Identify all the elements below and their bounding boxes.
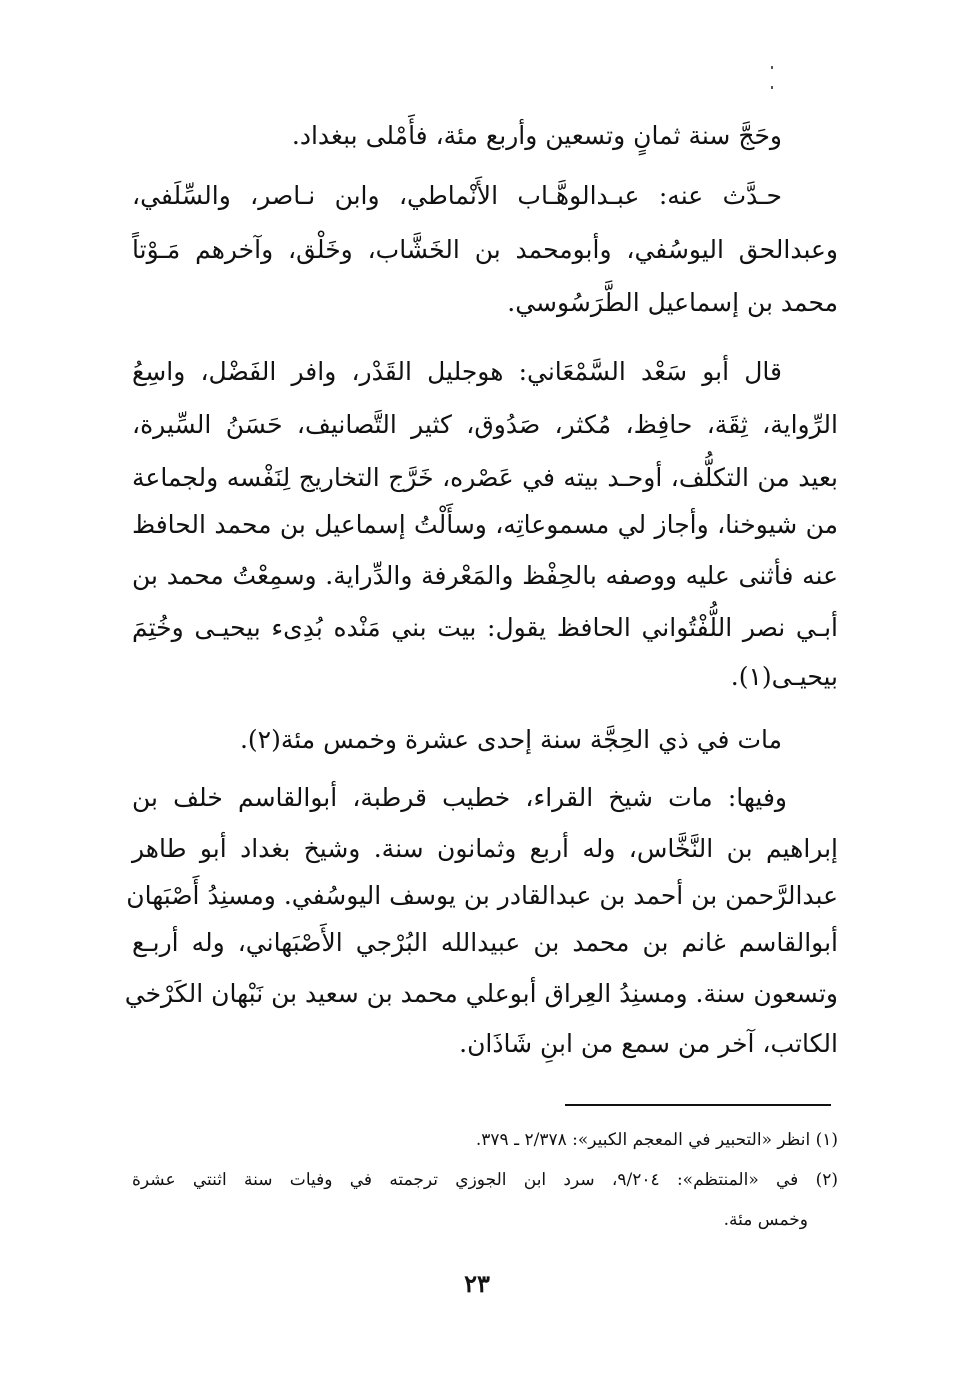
footnote-1: (١) انظر «التحبير في المعجم الكبير»: ٢/٣٧٨ ـ ٣٧٩.	[475, 1130, 838, 1150]
paragraph-3-line-5: عنه فأثنى عليه ووصفه بالحِفْظ والمَعْرفة والدِّراية. وسمِعْتُ محمد بن	[132, 561, 838, 590]
paragraph-3-line-3: بعيد من التكلُّف، أوحـد بيته في عَصْره، خَرَّج التخاريج لِنَفْسه ولجماعة	[132, 463, 838, 492]
paragraph-5-line-3: عبدالرَّحمن بن أحمد بن عبدالقادر بن يوسف اليوسُفي. ومسنِدُ أَصْبَهان	[126, 881, 838, 910]
paragraph-2-line-3: محمد بن إسماعيل الطَّرَسُوسي.	[507, 288, 838, 317]
paragraph-3-line-2: الرِّواية، ثِقَة، حافِظ، مُكثر، صَدُوق، كثير التَّصانيف، حَسَنُ السِّيرة،	[132, 410, 838, 439]
paragraph-5-line-5: وتسعون سنة. ومسنِدُ العِراق أبوعلي محمد بن سعيد بن نَبْهان الكَرْخي	[124, 979, 838, 1008]
paragraph-5-line-2: إبراهيم بن النَّخَّاس، وله أربع وثمانون سنة. وشيخ بغداد أبو طاهر	[132, 834, 838, 863]
scan-speck	[771, 66, 773, 69]
footnote-separator	[565, 1104, 831, 1106]
footnote-2-line-2: وخمس مئة.	[723, 1210, 808, 1230]
paragraph-3-line-7: بيحيـى(١).	[730, 662, 838, 691]
paragraph-2-line-2: وعبدالحق اليوسُفي، وأبومحمد بن الخَشَّاب، وخَلْق، وآخرهم مَـوْتاً	[132, 235, 838, 264]
scan-speck	[771, 86, 773, 89]
paragraph-1-line-1: وحَجَّ سنة ثمانٍ وتسعين وأربع مئة، فأَمْلى ببغداد.	[291, 121, 782, 150]
paragraph-5-line-1: وفيها: مات شيخ القراء، خطيب قرطبة، أبوالقاسم خلف بن	[132, 783, 787, 812]
paragraph-3-line-1: قال أبو سَعْد السَّمْعَاني: هوجليل القَدْر، وافر الفَضْل، واسِعُ	[132, 357, 782, 386]
paragraph-2-line-1: حـدَّث عنه: عبـدالوهَّـاب الأَنْماطي، وابن نـاصر، والسِّلَفي،	[132, 181, 782, 210]
paragraph-4-line-1: مات في ذي الحِجَّة سنة إحدى عشرة وخمس مئة(٢).	[239, 725, 782, 754]
paragraph-3-line-6: أبـي نصر اللُّفْتُواني الحافظ يقول: بيت بني مَنْده بُدِىء بيحيـى وخُتِمَ	[132, 613, 838, 642]
page-number: ٢٣	[464, 1269, 490, 1298]
paragraph-5-line-6: الكاتب، آخر من سمع من ابنِ شَاذَان.	[459, 1029, 838, 1058]
footnote-2-line-1: (٢) في «المنتظم»: ٩/٢٠٤، سرد ابن الجوزي ترجمته في وفيات سنة اثنتي عشرة	[132, 1170, 838, 1190]
paragraph-3-line-4: من شيوخنا، وأجاز لي مسموعاتِه، وسأَلْتُ إسماعيل بن محمد الحافظ	[132, 510, 838, 539]
paragraph-5-line-4: أبوالقاسم غانم بن محمد بن عبيدالله البُرْجي الأَصْبَهاني، وله أربـع	[132, 928, 838, 957]
